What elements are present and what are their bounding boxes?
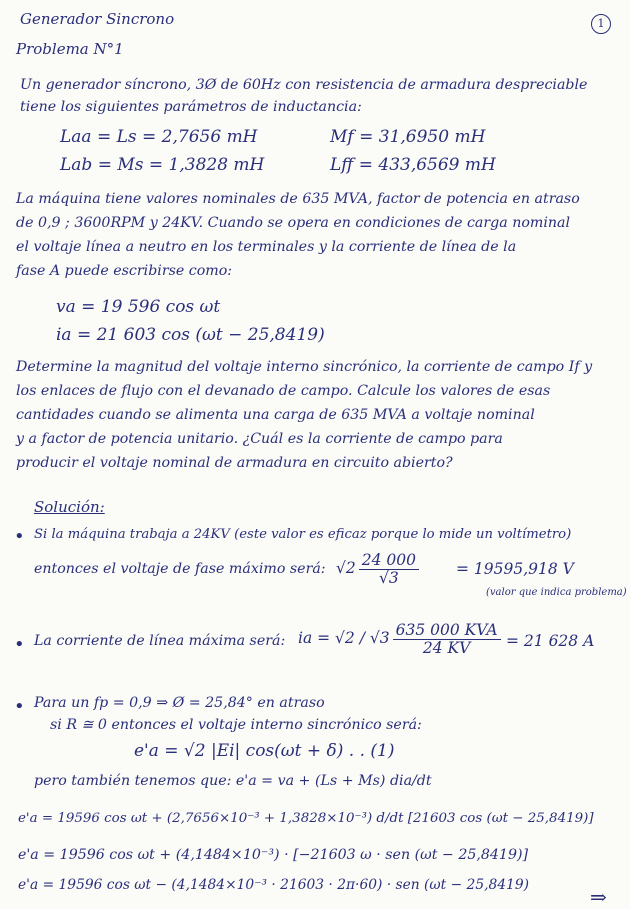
statement-line: y a factor de potencia unitario. ¿Cuál es la corriente de campo para xyxy=(16,431,503,447)
statement-line: cantidades cuando se alimenta una carga de 635 MVA a voltaje nominal xyxy=(16,407,535,423)
solution-line: entonces el voltaje de fase máximo será: xyxy=(34,561,326,577)
peak-voltage-expression xyxy=(336,548,422,588)
param-laa: Laa = Ls = 2,7656 mH xyxy=(60,127,258,147)
equation-3: e'a = 19596 cos ωt + (4,1484×10⁻³) · [−21603 ω · sen (ωt − 25,8419)] xyxy=(18,847,529,863)
statement-line: Un generador síncrono, 3Ø de 60Hz con resistencia de armadura despreciable xyxy=(20,77,588,93)
bullet-icon: • xyxy=(14,526,25,547)
next-page-arrow-icon: ⇒ xyxy=(590,885,607,909)
solution-line: La corriente de línea máxima será: xyxy=(34,633,286,649)
statement-line: los enlaces de flujo con el devanado de campo. Calcule los valores de esas xyxy=(16,383,551,399)
fraction-numerator: 635 000 KVA xyxy=(393,622,501,640)
solution-line: pero también tenemos que: e'a = va + (Ls + Ms) dia/dt xyxy=(34,773,432,789)
fraction-numerator: 24 000 xyxy=(359,552,419,570)
statement-line: el voltaje línea a neutro en los terminales y la corriente de línea de la xyxy=(16,239,517,255)
page-title: Generador Sincrono xyxy=(20,10,175,28)
peak-voltage-note: (valor que indica problema) xyxy=(486,587,627,598)
solution-line: Si la máquina trabaja a 24KV (este valor es eficaz porque lo mide un voltímetro) xyxy=(34,527,572,542)
page-number: 1 xyxy=(591,14,611,34)
sqrt2: √2 xyxy=(336,559,356,577)
peak-voltage-result: = 19595,918 V xyxy=(456,560,574,578)
peak-current-expression xyxy=(298,618,504,658)
current-prefix: ia = √2 / √3 xyxy=(298,629,390,647)
bullet-icon: • xyxy=(14,634,25,655)
problem-label: Problema N°1 xyxy=(16,40,124,58)
equation-4: e'a = 19596 cos ωt − (4,1484×10⁻³ · 21603 · 2π·60) · sen (ωt − 25,8419) xyxy=(18,877,529,893)
equation-2: e'a = 19596 cos ωt + (2,7656×10⁻³ + 1,3828×10⁻³) d/dt [21603 cos (ωt − 25,8419)] xyxy=(18,811,594,826)
solution-line: Para un fp = 0,9 ⇒ Ø = 25,84° en atraso xyxy=(34,695,325,711)
statement-line: La máquina tiene valores nominales de 635 MVA, factor de potencia en atraso xyxy=(16,191,580,207)
statement-line: Determine la magnitud del voltaje interno sincrónico, la corriente de campo If y xyxy=(16,359,593,375)
bullet-icon: • xyxy=(14,696,25,717)
solution-heading: Solución: xyxy=(34,498,105,516)
equation-1: e'a = √2 |Ei| cos(ωt + δ) . . (1) xyxy=(134,741,395,761)
solution-line: si R ≅ 0 entonces el voltaje interno sincrónico será: xyxy=(50,717,422,733)
statement-line: tiene los siguientes parámetros de inductancia: xyxy=(20,99,362,115)
statement-line: fase A puede escribirse como: xyxy=(16,263,233,279)
param-mf: Mf = 31,6950 mH xyxy=(330,127,486,147)
statement-line: de 0,9 ; 3600RPM y 24KV. Cuando se opera en condiciones de carga nominal xyxy=(16,215,571,231)
voltage-va: va = 19 596 cos ωt xyxy=(56,297,221,317)
statement-line: producir el voltaje nominal de armadura en circuito abierto? xyxy=(16,455,453,471)
param-lff: Lff = 433,6569 mH xyxy=(330,155,496,175)
param-lab: Lab = Ms = 1,3828 mH xyxy=(60,155,265,175)
current-ia: ia = 21 603 cos (ωt − 25,8419) xyxy=(56,325,325,345)
fraction-denominator: √3 xyxy=(379,568,399,587)
peak-current-result: = 21 628 A xyxy=(506,632,595,650)
fraction-denominator: 24 KV xyxy=(422,638,471,657)
